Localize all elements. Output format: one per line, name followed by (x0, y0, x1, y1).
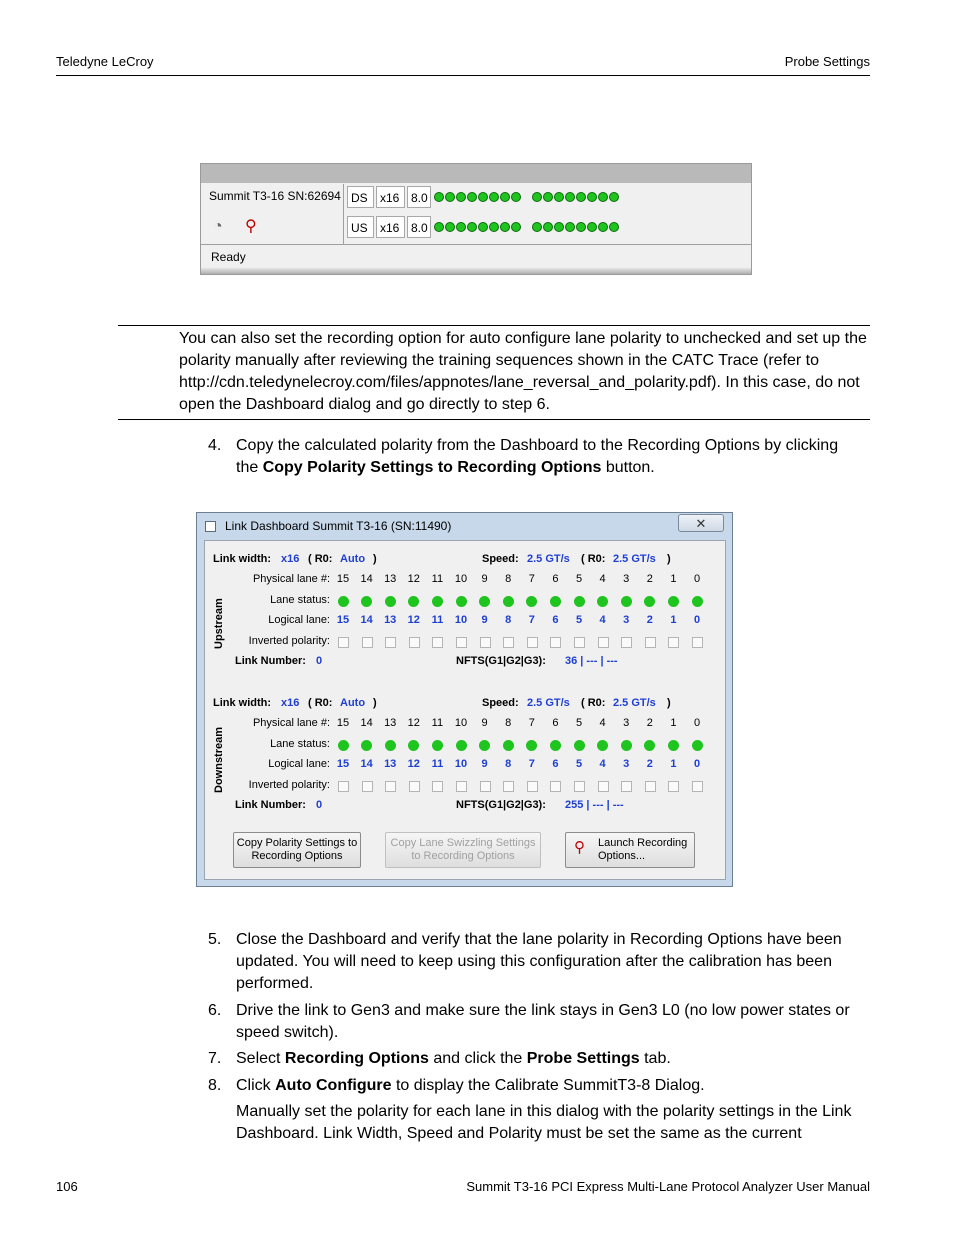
launch-recording-button-label: Launch Recording Options... (598, 837, 688, 862)
note-text: You can also set the recording option for auto configure lane polarity to unchecked and set up the polarity manually after reviewing the training sequences shown in the CATC Trace (refer to http://cdn.teledynelecroy.com/files/appnotes/lane_reversal_and_polarity.pdf). In this case, do not open the Dashboard dialog and go directly to step 6. (179, 330, 867, 413)
downstream-link-number-label: Link Number: (235, 799, 306, 811)
upstream-physical-lane: 12 (407, 573, 420, 585)
status-bar-screenshot (200, 163, 752, 275)
upstream-physical-lane: 13 (384, 573, 397, 585)
us-lane-dot (478, 222, 488, 232)
upstream-physical-lane: 3 (623, 573, 630, 585)
downstream-physical-lane: 15 (336, 717, 350, 729)
upstream-physical-lane: 0 (693, 573, 701, 585)
dashboard-panel (204, 540, 726, 880)
page-number: 106 (56, 1179, 78, 1194)
gauge-icon: ◔ (213, 218, 223, 235)
downstream-physical-lane: 14 (360, 717, 373, 729)
upstream-inverted-polarity-label: Inverted polarity: (248, 635, 330, 647)
status-text: Ready (211, 250, 246, 264)
downstream-physical-lane: 6 (552, 717, 559, 729)
upstream-inverted-polarity-checkbox[interactable] (621, 637, 632, 648)
step4-text-a: Copy the calculated polarity from the Dashboard to the Recording Options by clicking the (236, 437, 839, 476)
downstream-logical-lane-label: Logical lane: (268, 758, 330, 770)
upstream-physical-lane: 1 (670, 573, 677, 585)
downstream-inverted-polarity-checkbox[interactable] (645, 781, 656, 792)
step7-d: tab. (639, 1050, 671, 1067)
upstream-nfts-label: NFTS(G1|G2|G3): (456, 655, 546, 667)
downstream-lane-status-dot (668, 740, 679, 751)
downstream-logical-lane: 5 (575, 758, 583, 770)
downstream-logical-lane: 8 (505, 758, 512, 770)
downstream-lane-status-dot (479, 740, 490, 751)
window-icon (205, 521, 216, 532)
downstream-lane-status-dot (385, 740, 396, 751)
downstream-lane-status-dot (408, 740, 419, 751)
upstream-lane-status-dot (385, 596, 396, 607)
upstream-logical-lane: 11 (431, 614, 444, 626)
downstream-physical-lane: 1 (670, 717, 677, 729)
downstream-logical-lane: 14 (360, 758, 373, 770)
downstream-physical-lane: 13 (384, 717, 397, 729)
upstream-physical-lane: 4 (599, 573, 606, 585)
ds-speed: 8.0 (407, 186, 431, 208)
downstream-lane-status-dot (361, 740, 372, 751)
header-left: Teledyne LeCroy (56, 54, 154, 69)
upstream-logical-lane-label: Logical lane: (268, 614, 330, 626)
note-rule-top (118, 325, 870, 326)
upstream-speed-ro-close: ) (667, 553, 671, 565)
upstream-side-label: Upstream (213, 598, 225, 649)
downstream-physical-lane: 4 (599, 717, 606, 729)
header-right: Probe Settings (784, 54, 870, 69)
upstream-lane-status-dot (338, 596, 349, 607)
us-lane-dot (500, 222, 510, 232)
upstream-speed-ro-value: 2.5 GT/s (613, 553, 656, 565)
downstream-lane-status-dot (338, 740, 349, 751)
upstream-logical-lane: 8 (505, 614, 512, 626)
downstream-logical-lane: 11 (431, 758, 444, 770)
ds-lane-dot (576, 192, 586, 202)
launch-recording-button[interactable] (565, 832, 695, 868)
status-divider (343, 184, 344, 244)
step8-bold: Auto Configure (275, 1077, 392, 1094)
step4-text (236, 435, 856, 479)
us-lane-dot (445, 222, 455, 232)
upstream-link-width-value: x16 (281, 553, 300, 565)
ds-lane-dot (511, 192, 521, 202)
step8-text (236, 1075, 866, 1097)
upstream-lane-status-dot (644, 596, 655, 607)
downstream-physical-lane: 7 (528, 717, 535, 729)
upstream-inverted-polarity-checkbox[interactable] (503, 637, 514, 648)
ds-lane-dot (598, 192, 608, 202)
downstream-logical-lane: 9 (481, 758, 488, 770)
upstream-logical-lane: 13 (384, 614, 397, 626)
downstream-inverted-polarity-checkbox[interactable] (480, 781, 491, 792)
upstream-link-width-ro-value: Auto (340, 553, 366, 565)
downstream-physical-lane-label: Physical lane #: (252, 717, 330, 729)
copy-swizzling-button-label: Copy Lane Swizzling Settings to Recording Options (390, 837, 536, 862)
downstream-lane-status-dot (456, 740, 467, 751)
upstream-inverted-polarity-checkbox[interactable] (362, 637, 373, 648)
upstream-inverted-polarity-checkbox[interactable] (338, 637, 349, 648)
ds-lane-dot (500, 192, 510, 202)
step7-a: Select (236, 1050, 285, 1067)
downstream-logical-lane: 15 (336, 758, 350, 770)
downstream-lane-status-label: Lane status: (270, 738, 330, 750)
upstream-physical-lane: 11 (431, 573, 444, 585)
downstream-lane-status-dot (432, 740, 443, 751)
ds-lane-dot (489, 192, 499, 202)
upstream-physical-lane: 5 (575, 573, 583, 585)
downstream-physical-lane: 8 (505, 717, 512, 729)
upstream-logical-lane: 15 (336, 614, 350, 626)
downstream-logical-lane: 13 (384, 758, 397, 770)
downstream-lane-status-dot (597, 740, 608, 751)
upstream-speed-label: Speed: (482, 553, 519, 565)
upstream-lane-status-dot (668, 596, 679, 607)
downstream-inverted-polarity-checkbox[interactable] (362, 781, 373, 792)
downstream-physical-lane: 11 (431, 717, 444, 729)
upstream-inverted-polarity-checkbox[interactable] (409, 637, 420, 648)
upstream-logical-lane: 2 (646, 614, 653, 626)
ds-lane-dot (565, 192, 575, 202)
step7-bold-1: Recording Options (284, 1050, 429, 1067)
upstream-lane-status-dot (550, 596, 561, 607)
upstream-lane-status-dot (456, 596, 467, 607)
upstream-physical-lane: 10 (454, 573, 468, 585)
downstream-physical-lane: 2 (646, 717, 653, 729)
recording-probe-icon: ⚲ (574, 839, 585, 856)
upstream-logical-lane: 7 (528, 614, 535, 626)
downstream-speed-label: Speed: (482, 697, 519, 709)
step7-text (236, 1048, 866, 1070)
step8-paragraph: Manually set the polarity for each lane in this dialog with the polarity settings in the Link Dashboard. Link Width, Speed and Polarity must be set the same as the current (236, 1103, 852, 1142)
step6-number: 6. (208, 1002, 222, 1019)
downstream-link-width-value: x16 (281, 697, 300, 709)
ds-lane-dot (609, 192, 619, 202)
step8-c: to display the Calibrate SummitT3-8 Dialog. (391, 1077, 705, 1094)
upstream-inverted-polarity-checkbox[interactable] (598, 637, 609, 648)
downstream-inverted-polarity-checkbox[interactable] (692, 781, 703, 792)
device-serial: Summit T3-16 SN:62694 (209, 189, 341, 203)
step4-number: 4. (208, 437, 222, 454)
us-lane-dot (554, 222, 564, 232)
upstream-lane-status-dot (408, 596, 419, 607)
ds-lane-dot (456, 192, 466, 202)
downstream-inverted-polarity-checkbox[interactable] (456, 781, 467, 792)
upstream-link-width-label: Link width: (213, 553, 272, 565)
step5-text: Close the Dashboard and verify that the lane polarity in Recording Options have been updated. You will need to keep using this configuration after the calibration has been performed. (236, 931, 842, 992)
downstream-inverted-polarity-checkbox[interactable] (621, 781, 632, 792)
upstream-lane-status-dot (574, 596, 585, 607)
downstream-logical-lane: 1 (670, 758, 677, 770)
downstream-inverted-polarity-label: Inverted polarity: (248, 779, 330, 791)
downstream-lane-status-dot (503, 740, 514, 751)
copy-swizzling-button[interactable] (385, 832, 541, 868)
upstream-logical-lane: 9 (481, 614, 488, 626)
downstream-logical-lane: 0 (693, 758, 701, 770)
us-lane-dot (598, 222, 608, 232)
upstream-speed-ro: ( R0: (581, 553, 606, 565)
upstream-nfts-value: 36 | --- | --- (565, 655, 618, 667)
upstream-inverted-polarity-checkbox[interactable] (574, 637, 585, 648)
downstream-inverted-polarity-checkbox[interactable] (409, 781, 420, 792)
upstream-inverted-polarity-checkbox[interactable] (432, 637, 443, 648)
upstream-lane-status-dot (503, 596, 514, 607)
upstream-inverted-polarity-checkbox[interactable] (527, 637, 538, 648)
step6-text: Drive the link to Gen3 and make sure the link stays in Gen3 L0 (no low power states or speed switch). (236, 1002, 850, 1041)
upstream-lane-status-dot (479, 596, 490, 607)
upstream-physical-lane: 2 (646, 573, 653, 585)
downstream-inverted-polarity-checkbox[interactable] (574, 781, 585, 792)
step4-text-b: button. (601, 459, 655, 476)
downstream-logical-lane: 12 (407, 758, 420, 770)
downstream-link-width-label: Link width: (213, 697, 272, 709)
ds-width: x16 (376, 186, 405, 208)
downstream-inverted-polarity-checkbox[interactable] (527, 781, 538, 792)
us-speed: 8.0 (407, 216, 431, 238)
step7-number: 7. (208, 1050, 222, 1067)
downstream-speed-value: 2.5 GT/s (527, 697, 570, 709)
upstream-lane-status-dot (432, 596, 443, 607)
header-rule (56, 75, 870, 76)
downstream-logical-lane: 2 (646, 758, 653, 770)
downstream-inverted-polarity-checkbox[interactable] (598, 781, 609, 792)
upstream-physical-lane: 14 (360, 573, 373, 585)
downstream-physical-lane: 12 (407, 717, 420, 729)
downstream-lane-status-dot (621, 740, 632, 751)
upstream-physical-lane-label: Physical lane #: (252, 573, 330, 585)
upstream-logical-lane: 12 (407, 614, 420, 626)
upstream-inverted-polarity-checkbox[interactable] (385, 637, 396, 648)
upstream-lane-status-dot (597, 596, 608, 607)
upstream-physical-lane: 9 (481, 573, 488, 585)
upstream-logical-lane: 10 (454, 614, 468, 626)
dialog-title: Link Dashboard Summit T3-16 (SN:11490) (225, 519, 452, 533)
downstream-logical-lane: 4 (599, 758, 606, 770)
downstream-speed-ro-value: 2.5 GT/s (613, 697, 656, 709)
downstream-link-width-ro: ( R0: (308, 697, 333, 709)
link-dashboard-dialog (196, 512, 733, 887)
us-lane-indicators (434, 216, 620, 238)
us-lane-dot (434, 222, 444, 232)
us-lane-dot (456, 222, 466, 232)
upstream-physical-lane: 6 (552, 573, 559, 585)
upstream-physical-lane: 8 (505, 573, 512, 585)
downstream-link-number-value: 0 (316, 799, 323, 811)
downstream-logical-lane: 7 (528, 758, 535, 770)
step7-bold-2: Probe Settings (526, 1050, 640, 1067)
downstream-inverted-polarity-checkbox[interactable] (432, 781, 443, 792)
downstream-logical-lane: 3 (623, 758, 630, 770)
us-lane-dot (565, 222, 575, 232)
status-bar-top-strip (201, 164, 751, 183)
ds-lane-indicators (434, 186, 620, 208)
downstream-inverted-polarity-checkbox[interactable] (385, 781, 396, 792)
upstream-physical-lane: 15 (336, 573, 350, 585)
upstream-lane-status-dot (692, 596, 703, 607)
upstream-link-width-ro: ( R0: (308, 553, 333, 565)
upstream-physical-lane: 7 (528, 573, 535, 585)
upstream-logical-lane: 4 (599, 614, 606, 626)
step8-a: Click (236, 1077, 276, 1094)
downstream-nfts-label: NFTS(G1|G2|G3): (456, 799, 546, 811)
footer-title: Summit T3-16 PCI Express Multi-Lane Protocol Analyzer User Manual (466, 1179, 870, 1194)
ds-lane-dot (554, 192, 564, 202)
step8-number: 8. (208, 1077, 222, 1094)
status-hsep (201, 244, 751, 245)
us-lane-dot (489, 222, 499, 232)
downstream-lane-status-dot (644, 740, 655, 751)
status-bar-bottom-strip (201, 268, 751, 275)
upstream-logical-lane: 14 (360, 614, 373, 626)
downstream-lane-status-dot (550, 740, 561, 751)
us-lane-dot (467, 222, 477, 232)
ds-direction: DS (347, 186, 374, 208)
downstream-link-width-ro-value: Auto (340, 697, 366, 709)
upstream-inverted-polarity-checkbox[interactable] (550, 637, 561, 648)
upstream-lane-status-dot (526, 596, 537, 607)
upstream-inverted-polarity-checkbox[interactable] (668, 637, 679, 648)
note-rule-bottom (118, 419, 870, 420)
downstream-nfts-value: 255 | --- | --- (565, 799, 624, 811)
downstream-inverted-polarity-checkbox[interactable] (503, 781, 514, 792)
us-lane-dot (576, 222, 586, 232)
downstream-inverted-polarity-checkbox[interactable] (550, 781, 561, 792)
upstream-inverted-polarity-checkbox[interactable] (692, 637, 703, 648)
downstream-physical-lane: 3 (623, 717, 630, 729)
upstream-inverted-polarity-checkbox[interactable] (480, 637, 491, 648)
upstream-link-number-label: Link Number: (235, 655, 306, 667)
upstream-lane-status-dot (361, 596, 372, 607)
downstream-inverted-polarity-checkbox[interactable] (338, 781, 349, 792)
downstream-logical-lane: 6 (552, 758, 559, 770)
downstream-logical-lane: 10 (454, 758, 468, 770)
downstream-physical-lane: 9 (481, 717, 488, 729)
probe-icon: ⚲ (245, 218, 257, 235)
upstream-logical-lane: 0 (693, 614, 701, 626)
downstream-lane-status-dot (574, 740, 585, 751)
downstream-physical-lane: 5 (575, 717, 583, 729)
upstream-speed-value: 2.5 GT/s (527, 553, 570, 565)
downstream-speed-ro: ( R0: (581, 697, 606, 709)
ds-lane-dot (532, 192, 542, 202)
downstream-lane-status-dot (692, 740, 703, 751)
step7-c: and click the (428, 1050, 527, 1067)
step5-number: 5. (208, 931, 222, 948)
downstream-inverted-polarity-checkbox[interactable] (668, 781, 679, 792)
ds-lane-dot (543, 192, 553, 202)
step4-bold: Copy Polarity Settings to Recording Options (262, 459, 602, 476)
us-lane-dot (609, 222, 619, 232)
upstream-link-width-ro-close: ) (373, 553, 377, 565)
upstream-link-number-value: 0 (316, 655, 323, 667)
copy-polarity-button-label: Copy Polarity Settings to Recording Options (236, 837, 358, 862)
downstream-link-width-ro-close: ) (373, 697, 377, 709)
downstream-physical-lane: 10 (454, 717, 468, 729)
ds-lane-dot (434, 192, 444, 202)
downstream-side-label: Downstream (213, 726, 225, 793)
us-width: x16 (376, 216, 405, 238)
upstream-logical-lane: 1 (670, 614, 677, 626)
us-direction: US (347, 216, 374, 238)
downstream-speed-ro-close: ) (667, 697, 671, 709)
us-lane-dot (587, 222, 597, 232)
ds-lane-dot (467, 192, 477, 202)
upstream-inverted-polarity-checkbox[interactable] (645, 637, 656, 648)
ds-lane-dot (587, 192, 597, 202)
upstream-lane-status-dot (621, 596, 632, 607)
us-lane-dot (532, 222, 542, 232)
us-lane-dot (543, 222, 553, 232)
upstream-logical-lane: 3 (623, 614, 630, 626)
upstream-logical-lane: 5 (575, 614, 583, 626)
upstream-logical-lane: 6 (552, 614, 559, 626)
downstream-lane-status-dot (526, 740, 537, 751)
upstream-lane-status-label: Lane status: (270, 594, 330, 606)
ds-lane-dot (445, 192, 455, 202)
us-lane-dot (511, 222, 521, 232)
copy-polarity-button[interactable] (233, 832, 361, 868)
upstream-inverted-polarity-checkbox[interactable] (456, 637, 467, 648)
downstream-physical-lane: 0 (693, 717, 701, 729)
ds-lane-dot (478, 192, 488, 202)
close-button[interactable]: ✕ (678, 514, 724, 532)
